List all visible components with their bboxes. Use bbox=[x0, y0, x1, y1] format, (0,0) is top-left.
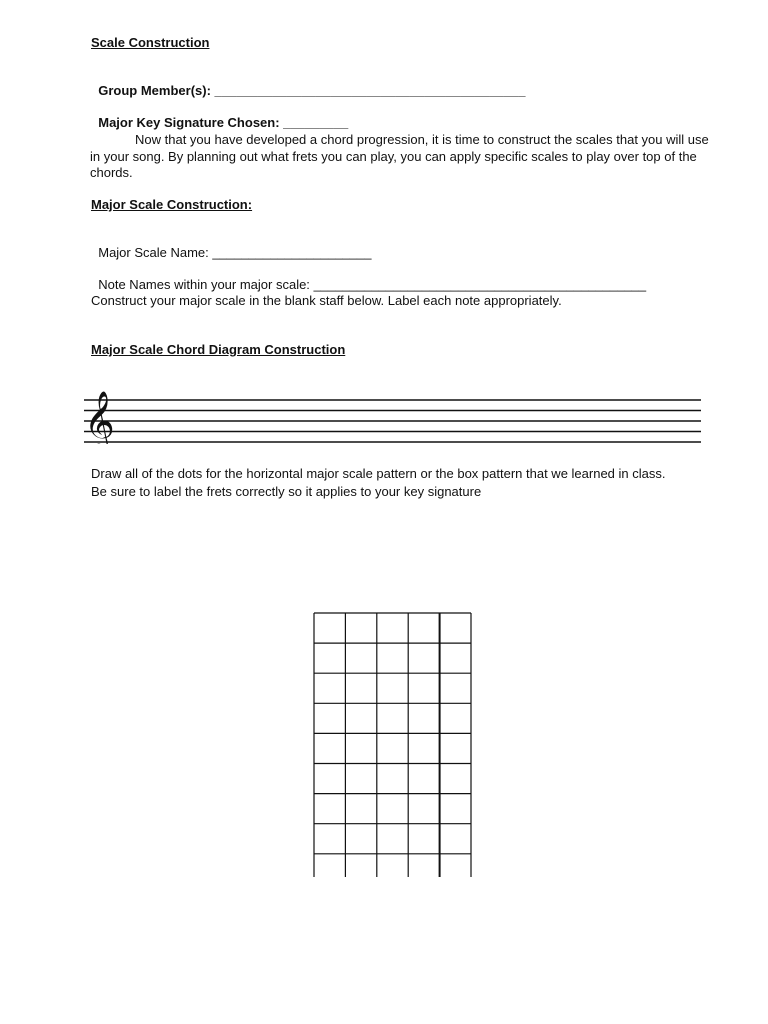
group-members-blank[interactable]: ___________________________________________ bbox=[214, 83, 526, 98]
chord-diagram-heading: Major Scale Chord Diagram Construction bbox=[91, 342, 346, 357]
note-names-blank[interactable]: ______________________________________________ bbox=[313, 277, 647, 292]
note-names-row bbox=[91, 261, 646, 293]
group-members-label: Group Member(s): bbox=[98, 83, 211, 98]
key-signature-label: Major Key Signature Chosen: bbox=[98, 115, 280, 130]
major-scale-name-row bbox=[91, 229, 371, 261]
blank-staff[interactable] bbox=[84, 384, 702, 444]
major-scale-name-blank[interactable]: ______________________ bbox=[212, 245, 372, 260]
note-names-label: Note Names within your major scale: bbox=[98, 277, 310, 292]
fretboard-diagram[interactable] bbox=[313, 612, 473, 881]
major-scale-heading: Major Scale Construction: bbox=[91, 197, 253, 212]
major-scale-name-label: Major Scale Name: bbox=[98, 245, 209, 260]
key-signature-row bbox=[91, 99, 348, 131]
intro-paragraph bbox=[90, 132, 715, 182]
fretboard-svg bbox=[313, 612, 473, 878]
diagram-instruction-1: Draw all of the dots for the horizontal major scale pattern or the box pattern that we learned in class. bbox=[91, 466, 666, 481]
diagram-instruction-2: Be sure to label the frets correctly so it applies to your key signature bbox=[91, 484, 482, 499]
group-members-row bbox=[91, 67, 525, 99]
treble-clef-icon: 𝄞 bbox=[84, 391, 115, 444]
staff-instruction: Construct your major scale in the blank staff below. Label each note appropriately. bbox=[91, 293, 562, 308]
page-title: Scale Construction bbox=[91, 35, 210, 50]
staff-svg bbox=[84, 384, 702, 444]
intro-text: Now that you have developed a chord progression, it is time to construct the scales that you will use in your song. By planning out what frets you can play, you can apply specific scales to play over top of the chords. bbox=[90, 132, 709, 180]
key-signature-blank[interactable]: _________ bbox=[283, 115, 349, 130]
